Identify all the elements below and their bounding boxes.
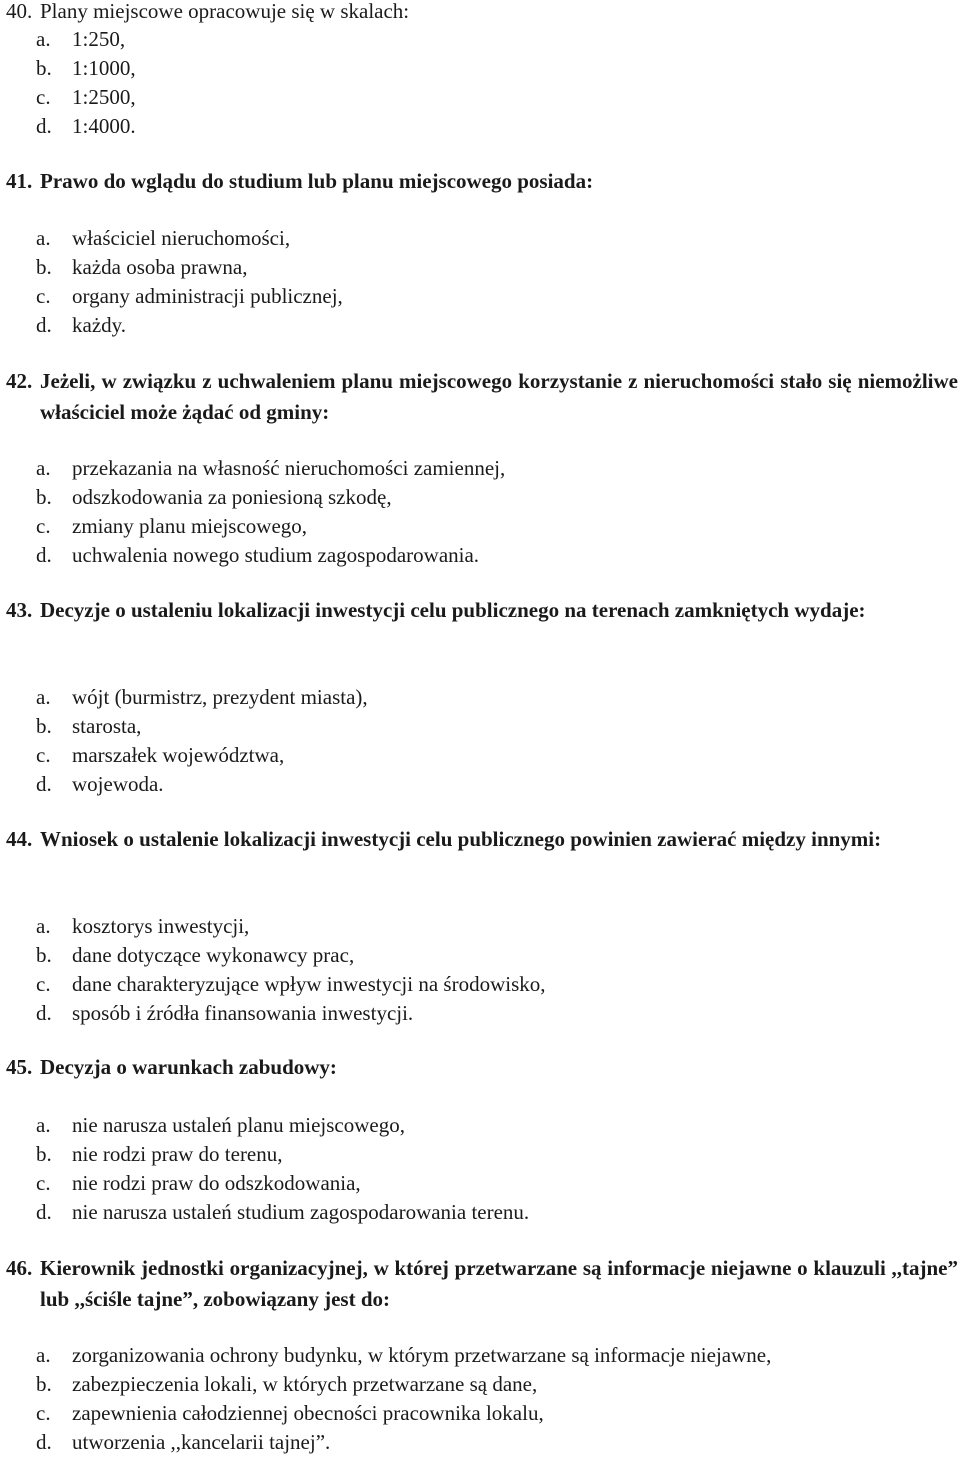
option-text: 1:250,: [72, 27, 126, 51]
question-text: Plany miejscowe opracowuje się w skalach:: [40, 0, 410, 23]
option: [36, 1370, 936, 1399]
option: [36, 712, 936, 741]
question-46: [6, 1253, 958, 1315]
option-letter: a.: [36, 226, 51, 250]
question-number: 41.: [6, 169, 33, 193]
option-letter: a.: [36, 1113, 51, 1137]
question-40: [6, 0, 958, 27]
option: [36, 282, 936, 311]
option-text: przekazania na własność nieruchomości zamiennej,: [72, 456, 506, 480]
option-letter: c.: [36, 514, 51, 538]
option: [36, 54, 936, 83]
option-letter: d.: [36, 1430, 52, 1454]
option-letter: d.: [36, 114, 52, 138]
option-text: dane charakteryzujące wpływ inwestycji na środowisko,: [72, 972, 546, 996]
option: [36, 1140, 936, 1169]
option-letter: c.: [36, 1171, 51, 1195]
option-letter: b.: [36, 1142, 52, 1166]
question-text: Kierownik jednostki organizacyjnej, w której przetwarzane są informacje niejawne o klauzuli ,,tajne” lub ,,ściśle tajne”, zobowiązany jest do:: [40, 1256, 958, 1311]
option: [36, 970, 936, 999]
option-text: 1:2500,: [72, 85, 136, 109]
option: [36, 770, 936, 799]
question-number: 44.: [6, 827, 33, 851]
option: [36, 1169, 936, 1198]
option-text: zabezpieczenia lokali, w których przetwarzane są dane,: [72, 1372, 538, 1396]
option: [36, 541, 936, 570]
option-text: sposób i źródła finansowania inwestycji.: [72, 1001, 414, 1025]
question-text: Decyzja o warunkach zabudowy:: [40, 1055, 337, 1079]
question-text: Wniosek o ustalenie lokalizacji inwestycji celu publicznego powinien zawierać między innymi:: [40, 827, 882, 851]
option-text: 1:1000,: [72, 56, 136, 80]
option: [36, 112, 936, 141]
question-text: Jeżeli, w związku z uchwaleniem planu miejscowego korzystanie z nieruchomości stało się niemożliwe właściciel może żądać od gminy:: [40, 369, 958, 424]
question-44: [6, 824, 958, 855]
option-letter: a.: [36, 1343, 51, 1367]
option-letter: d.: [36, 1001, 52, 1025]
option-letter: b.: [36, 943, 52, 967]
option: [36, 741, 936, 770]
option-letter: b.: [36, 56, 52, 80]
option-letter: b.: [36, 1372, 52, 1396]
option: [36, 1198, 936, 1227]
question-number: 45.: [6, 1055, 33, 1079]
option-letter: a.: [36, 456, 51, 480]
option: [36, 483, 936, 512]
option: [36, 224, 936, 253]
option-letter: c.: [36, 1401, 51, 1425]
option: [36, 253, 936, 282]
option: [36, 1341, 936, 1370]
question-number: 46.: [6, 1256, 33, 1280]
option: [36, 512, 936, 541]
option: [36, 999, 936, 1028]
option-text: uchwalenia nowego studium zagospodarowania.: [72, 543, 480, 567]
option-text: starosta,: [72, 714, 142, 738]
option-letter: a.: [36, 914, 51, 938]
question-number: 43.: [6, 598, 33, 622]
option-letter: c.: [36, 85, 51, 109]
option-text: każda osoba prawna,: [72, 255, 248, 279]
option-text: zapewnienia całodziennej obecności pracownika lokalu,: [72, 1401, 544, 1425]
option-letter: c.: [36, 743, 51, 767]
option-text: każdy.: [72, 313, 127, 337]
option-text: właściciel nieruchomości,: [72, 226, 291, 250]
option-text: nie rodzi praw do terenu,: [72, 1142, 283, 1166]
option: [36, 912, 936, 941]
option: [36, 1428, 936, 1457]
question-42: [6, 366, 958, 428]
option-text: 1:4000.: [72, 114, 136, 138]
question-number: 40.: [6, 0, 33, 23]
option-letter: a.: [36, 27, 51, 51]
option-text: utworzenia ,,kancelarii tajnej”.: [72, 1430, 331, 1454]
option: [36, 83, 936, 112]
question-45: [6, 1052, 958, 1083]
option-letter: d.: [36, 772, 52, 796]
question-43: [6, 595, 958, 626]
option-letter: b.: [36, 714, 52, 738]
option: [36, 1399, 936, 1428]
option-text: odszkodowania za poniesioną szkodę,: [72, 485, 392, 509]
option-text: wojewoda.: [72, 772, 164, 796]
option-letter: d.: [36, 313, 52, 337]
option-letter: c.: [36, 972, 51, 996]
question-41: [6, 166, 958, 197]
option-text: dane dotyczące wykonawcy prac,: [72, 943, 355, 967]
option-text: nie rodzi praw do odszkodowania,: [72, 1171, 361, 1195]
option: [36, 683, 936, 712]
option-text: nie narusza ustaleń planu miejscowego,: [72, 1113, 405, 1137]
option-letter: d.: [36, 1200, 52, 1224]
option-letter: b.: [36, 255, 52, 279]
option-text: marszałek województwa,: [72, 743, 285, 767]
option-text: organy administracji publicznej,: [72, 284, 343, 308]
option: [36, 311, 936, 340]
option: [36, 941, 936, 970]
option-text: nie narusza ustaleń studium zagospodarowania terenu.: [72, 1200, 530, 1224]
option-text: wójt (burmistrz, prezydent miasta),: [72, 685, 368, 709]
question-text: Decyzje o ustaleniu lokalizacji inwestycji celu publicznego na terenach zamkniętych wydaje:: [40, 598, 866, 622]
option-text: zorganizowania ochrony budynku, w którym przetwarzane są informacje niejawne,: [72, 1343, 772, 1367]
option: [36, 25, 936, 54]
option: [36, 454, 936, 483]
option: [36, 1111, 936, 1140]
question-number: 42.: [6, 369, 33, 393]
option-text: zmiany planu miejscowego,: [72, 514, 308, 538]
option-text: kosztorys inwestycji,: [72, 914, 250, 938]
option-letter: b.: [36, 485, 52, 509]
option-letter: d.: [36, 543, 52, 567]
option-letter: a.: [36, 685, 51, 709]
option-letter: c.: [36, 284, 51, 308]
question-text: Prawo do wglądu do studium lub planu miejscowego posiada:: [40, 169, 594, 193]
